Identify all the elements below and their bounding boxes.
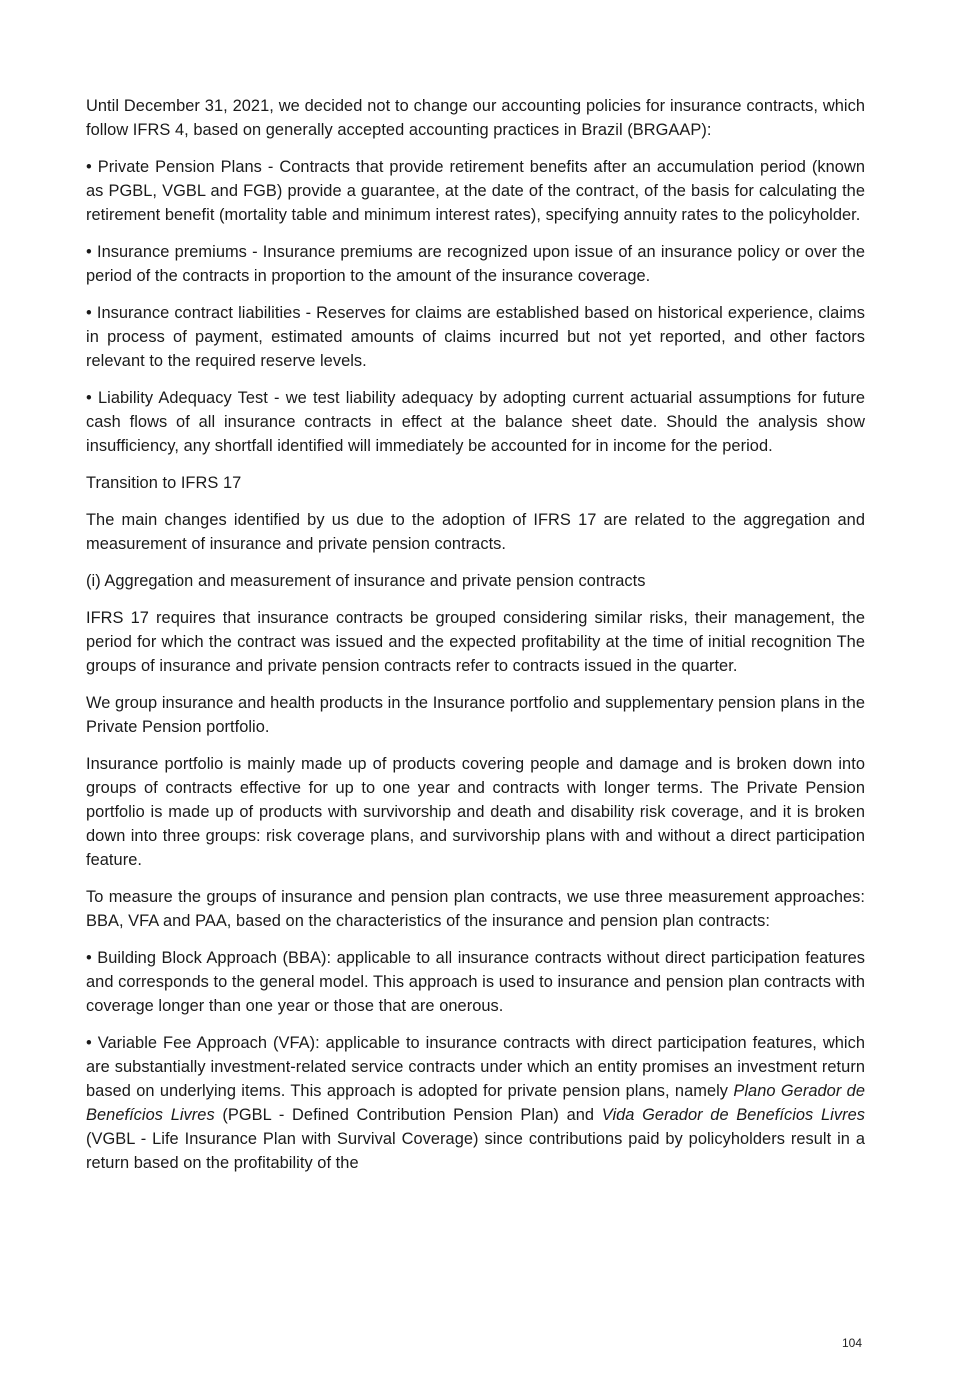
paragraph-accounting-policies: Until December 31, 2021, we decided not to change our accounting policies for insurance contracts, which follow IFRS 4, based on generally accepted accounting practices in Brazil (BRGAAP): <box>86 97 865 139</box>
subheading-aggregation: (i) Aggregation and measurement of insurance and private pension contracts <box>86 572 646 590</box>
bullet-building-block-approach: • Building Block Approach (BBA): applicable to all insurance contracts without direct participation features and corresponds to the general model. This approach is used to insurance and pension plan contracts with coverage longer than one year or those that are onerous. <box>86 949 865 1015</box>
section-heading-transition: Transition to IFRS 17 <box>86 474 242 492</box>
bullet-private-pension-plans: • Private Pension Plans - Contracts that provide retirement benefits after an accumulation period (known as PGBL, VGBL and FGB) provide a guarantee, at the date of the contract, of the basis for calculating the retirement benefit (mortality table and minimum interest rates), specifying annuity rates to the policyholder. <box>86 158 865 224</box>
document-body <box>86 94 865 1188</box>
bullet-variable-fee-approach <box>86 1031 865 1175</box>
page-number: 104 <box>841 1336 862 1350</box>
bullet-insurance-contract-liabilities: • Insurance contract liabilities - Reserves for claims are established based on historical experience, claims in process of payment, estimated amounts of claims incurred but not yet reported, and other factors relevant to the required reserve levels. <box>86 304 865 370</box>
vfa-italic-pgbl-name: Plano Gerador de Benefícios Livres <box>86 1082 865 1124</box>
paragraph-measurement-approaches: To measure the groups of insurance and pension plan contracts, we use three measurement approaches: BBA, VFA and PAA, based on the characteristics of the insurance and pension plan contracts: <box>86 888 865 930</box>
paragraph-portfolio-composition: Insurance portfolio is mainly made up of products covering people and damage and is broken down into groups of contracts effective for up to one year and contracts with longer terms. The Private Pension portfolio is made up of products with survivorship and death and disability risk coverage, and it is broken down into three groups: risk coverage plans, and survivorship plans with and without a direct participation feature. <box>86 755 865 869</box>
paragraph-main-changes: The main changes identified by us due to the adoption of IFRS 17 are related to the aggregation and measurement of insurance and private pension contracts. <box>86 511 865 553</box>
bullet-liability-adequacy-test: • Liability Adequacy Test - we test liability adequacy by adopting current actuarial assumptions for future cash flows of all insurance contracts in effect at the balance sheet date. Should the analysis show insufficiency, any shortfall identified will immediately be accounted for in income for the period. <box>86 389 865 455</box>
vfa-text-part-2: (PGBL - Defined Contribution Pension Plan) and <box>214 1106 602 1124</box>
vfa-text-part-1: • Variable Fee Approach (VFA): applicable to insurance contracts with direct participation features, which are substantially investment-related service contracts under which an entity promises an investment return based on underlying items. This approach is adopted for private pension plans, namely <box>86 1034 865 1100</box>
vfa-italic-vgbl-name: Vida Gerador de Benefícios Livres <box>601 1106 865 1124</box>
paragraph-grouping-requirements: IFRS 17 requires that insurance contracts be grouped considering similar risks, their management, the period for which the contract was issued and the expected profitability at the time of initial recognition The groups of insurance and private pension contracts refer to contracts issued in the quarter. <box>86 609 865 675</box>
bullet-insurance-premiums: • Insurance premiums - Insurance premiums are recognized upon issue of an insurance policy or over the period of the contracts in proportion to the amount of the insurance coverage. <box>86 243 865 285</box>
vfa-text-part-3: (VGBL - Life Insurance Plan with Survival Coverage) since contributions paid by policyholders result in a return based on the profitability of the <box>86 1130 865 1172</box>
paragraph-portfolios: We group insurance and health products in the Insurance portfolio and supplementary pension plans in the Private Pension portfolio. <box>86 694 865 736</box>
